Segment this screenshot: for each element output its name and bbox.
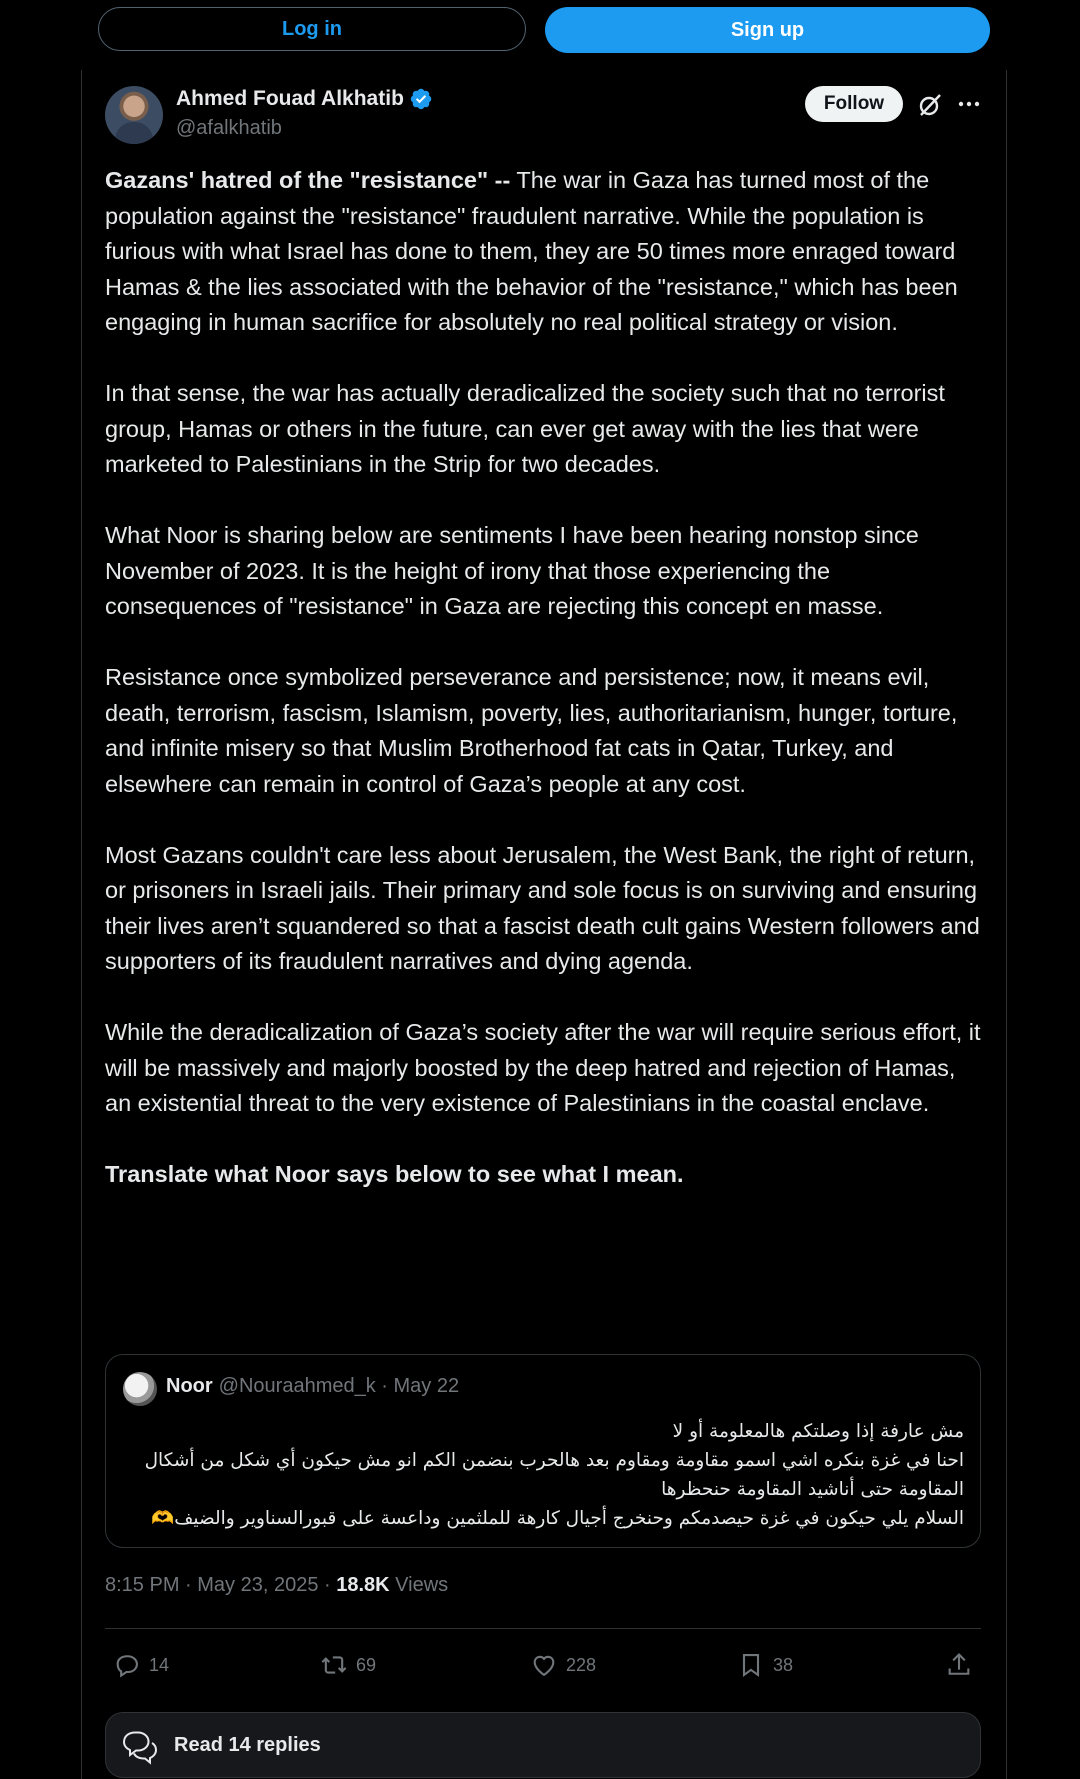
- author-name-row[interactable]: [176, 87, 433, 111]
- reply-action[interactable]: [113, 1648, 169, 1682]
- post-paragraph-3: What Noor is sharing below are sentiments I have been hearing nonstop since November of 2023. It is the height of irony that those experiencing the consequences of "resistance" in Gaza are rejecting this concept en masse.: [105, 522, 919, 619]
- repost-action[interactable]: [320, 1648, 376, 1682]
- read-replies-button[interactable]: [105, 1712, 981, 1778]
- quote-line-2: احنا في غزة بنكره اشي اسمو مقاومة ومقاوم بعد هالحرب بنضمن الكم انو مش حيكون أي شكل من أشكال: [144, 1450, 964, 1471]
- bookmark-icon: [737, 1651, 765, 1679]
- quote-line-4: السلام يلي حيكون في غزة حيصدمكم وحنخرج أجيال كارهة للملثمين وداعسة على قبورالسناوير والضيف🫶: [151, 1508, 964, 1529]
- chat-bubbles-icon: [120, 1725, 160, 1765]
- post-paragraph-2: In that sense, the war has actually deradicalized the society such that no terrorist group, Hamas or others in the future, can ever get away with the lies that were marketed to Palestinians in the Strip for two decades.: [105, 380, 945, 477]
- grok-icon[interactable]: [917, 92, 943, 118]
- post-headline: Gazans' hatred of the "resistance" --: [105, 167, 511, 193]
- post-paragraph-7: [105, 1157, 987, 1193]
- follow-button[interactable]: Follow: [805, 86, 903, 122]
- top-bar: [0, 0, 1080, 60]
- share-action[interactable]: [945, 1648, 981, 1682]
- like-count: 228: [566, 1654, 597, 1675]
- divider: [105, 1628, 981, 1629]
- quote-line-3: المقاومة حتى أناشيد المقاومة حنحظرها: [661, 1479, 964, 1500]
- author-name[interactable]: Ahmed Fouad Alkhatib: [176, 87, 404, 110]
- quote-author-meta: @Nouraahmed_k · May 22: [218, 1375, 460, 1397]
- read-replies-label: Read 14 replies: [174, 1733, 321, 1756]
- post-text: [105, 163, 987, 1228]
- quoted-post[interactable]: [105, 1354, 981, 1548]
- post-paragraph-1-text: The war in Gaza has turned most of the population against the "resistance" fraudulent narrative. While the population is furious with what Israel has done to them, they are 50 times more enraged toward Hamas & the lies associated with the behavior of the "resistance," which has been engaging in human sacrifice for absolutely no real political strategy or vision.: [105, 167, 958, 335]
- post-paragraph-1: [105, 163, 987, 341]
- quote-header: [166, 1375, 459, 1398]
- post-paragraph-4: Resistance once symbolized perseverance and persistence; now, it means evil, death, terrorism, fascism, Islamism, poverty, lies, authoritarianism, hunger, torture, and infinite misery so that Muslim Brotherhood fat cats in Qatar, Turkey, and elsewhere can remain in control of Gaza’s people at any cost.: [105, 664, 958, 797]
- post-closing-line: Translate what Noor says below to see what I mean.: [105, 1161, 684, 1187]
- reply-icon: [113, 1651, 141, 1679]
- author-avatar[interactable]: [105, 86, 163, 144]
- post-timestamp: [105, 1574, 448, 1597]
- post-paragraph-5: Most Gazans couldn't care less about Jerusalem, the West Bank, the right of return, or prisoners in Israeli jails. Their primary and sole focus is on surviving and ensuring their lives aren’t squandered so that a fascist death cult gains Western followers and supporters of its fraudulent narratives and dying agenda.: [105, 841, 980, 974]
- views-count: 18.8K: [336, 1574, 390, 1596]
- quote-author-name[interactable]: Noor: [166, 1375, 213, 1397]
- signup-button[interactable]: Sign up: [545, 7, 990, 53]
- repost-icon: [320, 1651, 348, 1679]
- views-label: Views: [389, 1574, 449, 1596]
- quote-line-1: مش عارفة إذا وصلتكم هالمعلومة أو لا: [672, 1421, 964, 1442]
- verified-badge-icon: [409, 87, 433, 111]
- like-action[interactable]: [530, 1648, 596, 1682]
- share-icon: [945, 1651, 973, 1679]
- login-button[interactable]: Log in: [98, 7, 526, 51]
- repost-count: 69: [356, 1654, 377, 1675]
- quote-avatar[interactable]: [123, 1372, 157, 1406]
- bookmark-count: 38: [773, 1654, 794, 1675]
- quote-text: [124, 1417, 964, 1533]
- reply-count: 14: [149, 1654, 170, 1675]
- bookmark-action[interactable]: [737, 1648, 793, 1682]
- like-icon: [530, 1651, 558, 1679]
- more-icon[interactable]: [956, 91, 982, 117]
- timestamp-date[interactable]: 8:15 PM · May 23, 2025 ·: [105, 1574, 337, 1596]
- author-handle[interactable]: @afalkhatib: [176, 117, 282, 139]
- post-paragraph-6: While the deradicalization of Gaza’s society after the war will require serious effort, it will be massively and majorly boosted by the deep hatred and rejection of Hamas, an existential threat to the very existence of Palestinians in the coastal enclave.: [105, 1019, 981, 1116]
